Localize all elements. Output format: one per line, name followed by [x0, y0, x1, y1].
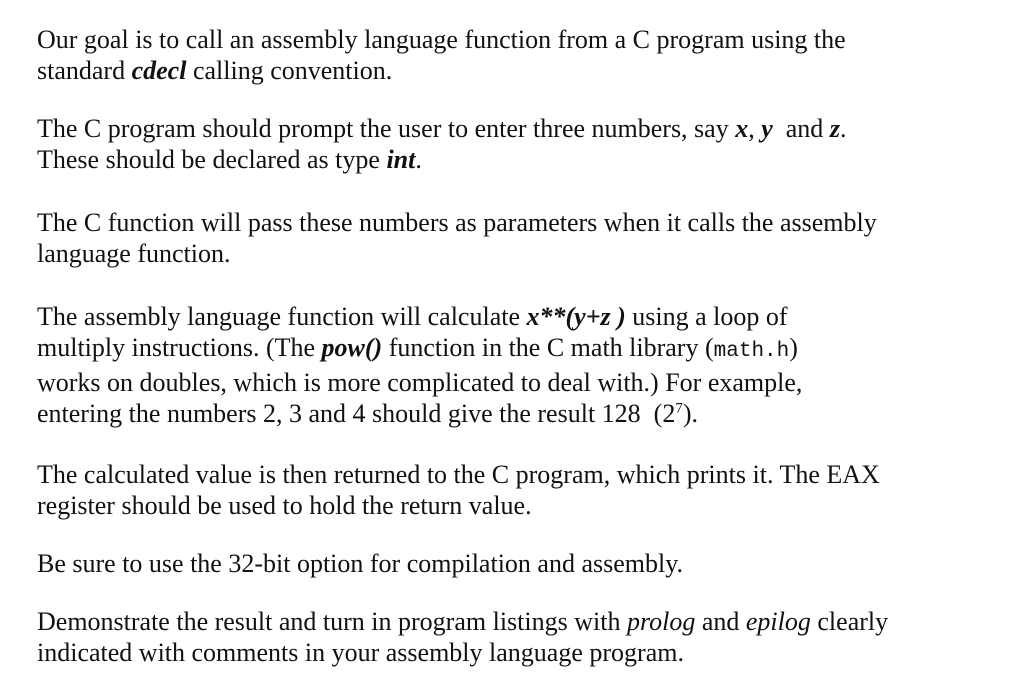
paragraph-demo — [37, 606, 1012, 668]
return-line-1: The calculated value is then returned to the C program, which prints it. The EAX — [37, 460, 880, 489]
calc-line-1 — [37, 301, 1012, 332]
calc-line-2 — [37, 332, 1012, 367]
goal-text: standard — [37, 56, 132, 85]
calc-text: ). — [682, 399, 698, 428]
var-y: y — [761, 114, 773, 143]
pass-line-2: language function. — [37, 239, 231, 268]
pass-line-1: The C function will pass these numbers as parameters when it calls the assembly — [37, 208, 877, 237]
calc-line-4 — [37, 398, 1012, 429]
exponent: 7 — [675, 400, 683, 417]
calc-text: using a loop of — [625, 302, 788, 331]
return-line-2: register should be used to hold the return value. — [37, 491, 532, 520]
calc-text: multiply instructions. (The — [37, 333, 322, 362]
calc-text: ) — [789, 333, 798, 362]
goal-text: calling convention. — [186, 56, 393, 85]
math-h-header: math.h — [713, 340, 790, 363]
epilog-term: epilog — [745, 607, 811, 636]
goal-line-2 — [37, 55, 1012, 86]
type-int: int — [386, 145, 416, 174]
demo-text: clearly — [810, 607, 889, 636]
prompt-text: , — [748, 114, 762, 143]
goal-line-1: Our goal is to call an assembly language function from a C program using the — [37, 25, 846, 54]
paragraph-bits — [37, 548, 1012, 579]
calc-text: entering the numbers 2, 3 and 4 should give the result 128 (2 — [37, 399, 676, 428]
prompt-text: and — [772, 114, 830, 143]
var-x: x — [735, 114, 749, 143]
prompt-line-2 — [37, 144, 1012, 175]
prompt-text: . — [415, 145, 422, 174]
prompt-line-1 — [37, 113, 1012, 144]
prompt-text: These should be declared as type — [37, 145, 387, 174]
power-expression: x**(y+z ) — [526, 302, 626, 331]
calc-text: The assembly language function will calculate — [37, 302, 527, 331]
prompt-text: The C program should prompt the user to enter three numbers, say — [37, 114, 736, 143]
bits-line-1: Be sure to use the 32-bit option for compilation and assembly. — [37, 549, 684, 578]
calc-text: function in the C math library ( — [382, 333, 714, 362]
paragraph-prompt — [37, 113, 1012, 175]
calc-line-3: works on doubles, which is more complicated to deal with.) For example, — [37, 368, 803, 397]
demo-line-2: indicated with comments in your assembly language program. — [37, 638, 684, 667]
paragraph-pass — [37, 207, 1012, 269]
demo-text: Demonstrate the result and turn in program listings with — [37, 607, 627, 636]
document-page — [37, 24, 1012, 668]
var-z: z — [829, 114, 840, 143]
cdecl-term: cdecl — [131, 56, 187, 85]
demo-text: and — [695, 607, 746, 636]
pow-function: pow() — [321, 333, 383, 362]
demo-line-1 — [37, 606, 1012, 637]
paragraph-calc — [37, 301, 1012, 429]
paragraph-return — [37, 459, 1012, 521]
prompt-text: . — [839, 114, 847, 143]
paragraph-goal — [37, 24, 1012, 86]
prolog-term: prolog — [626, 607, 696, 636]
